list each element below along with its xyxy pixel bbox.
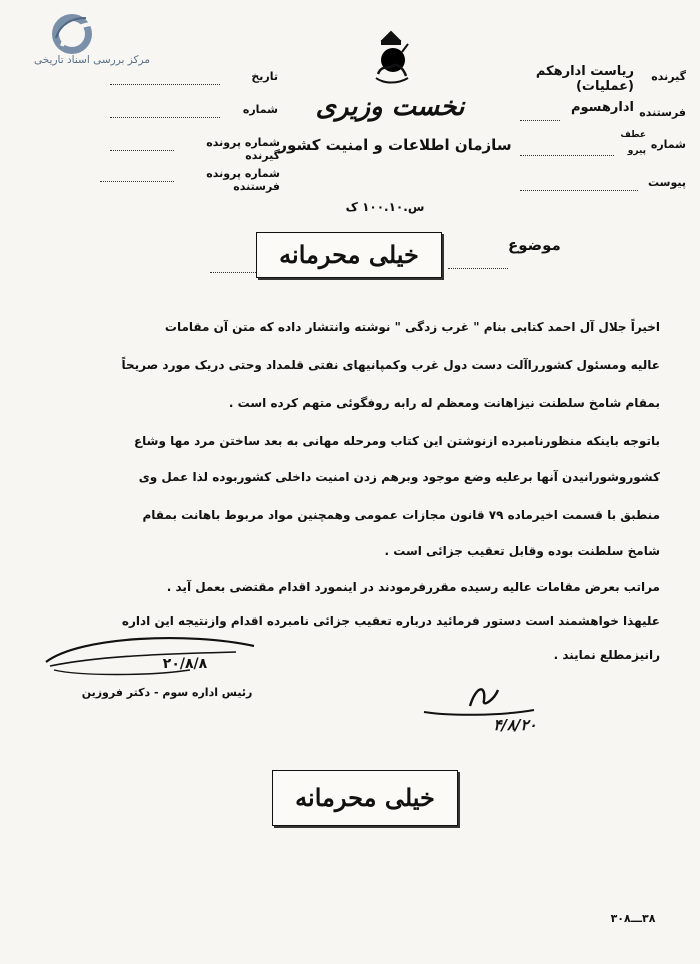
- reference-sub-label: عطف: [620, 130, 646, 140]
- receiver-file-label: شماره پرونده گیرنده: [206, 136, 280, 162]
- body-line-10: رانیزمطلع نمایند .: [553, 648, 660, 662]
- letter-number-label: شماره: [650, 138, 686, 151]
- receiver-value: ریاست ادارهکم (عملیات): [535, 64, 634, 94]
- subject-label: موضوع: [508, 236, 561, 254]
- receiver-file-line: [110, 150, 174, 151]
- number-field-label: شماره: [242, 103, 278, 116]
- body-line-3: بمقام شامخ سلطنت نیزاهانت ومعظم له رابه روفگوئی متهم کرده است .: [228, 396, 660, 410]
- subject-line: [448, 268, 508, 269]
- body-line-9: علیهذا خواهشمند است دستور فرمائید درباره تعقیب جزائی نامبرده اقدام وازنتیجه این اداره: [121, 614, 660, 628]
- body-line-5: کشوروشورانیدن آنها برعلیه وضع موجود وبرهم زدن امنیت داخلی کشوربوده لذا عمل وی: [138, 470, 660, 484]
- body-line-1: اخیراً جلال آل احمد کتابی بنام " غرب زدگی " نوشته وانتشار داده که متن آن مقامات: [164, 320, 660, 334]
- lion-and-sun-emblem-icon: [368, 30, 414, 86]
- receiver-label: گیرنده: [651, 70, 686, 83]
- followup-sub-label: پیرو: [627, 146, 646, 156]
- body-line-2: عالیه ومسئول کشورراآلت دست دول غرب وکمپانیهای نفتی قلمداد وحتی دریک مورد صریحاً: [121, 358, 660, 372]
- sender-file-line: [100, 181, 174, 182]
- number-field-line: [110, 117, 220, 118]
- body-line-6: منطبق با قسمت اخیرماده ۷۹ قانون مجازات عمومی وهمچنین مواد مربوط باهانت بمقام: [142, 508, 660, 522]
- letter-number-line: [520, 155, 614, 156]
- reference-number: س.۱۰۰.۱۰ ک: [345, 200, 425, 214]
- body-line-4: باتوجه باینکه منظورنامبرده ازنوشتن این کتاب ومرحله مهانی به بعد ساختن مرد مها وشاع: [133, 434, 660, 448]
- date-field-label: تاریخ: [251, 70, 278, 83]
- sender-label: فرستنده: [639, 106, 686, 119]
- footer-code: ۳۸ـــ۳۰۸: [610, 912, 656, 925]
- signature-initials: ۲۰/۸/۸: [162, 656, 208, 672]
- sender-file-label: شماره پرونده فرستنده: [206, 167, 280, 193]
- date-field-line: [110, 84, 220, 85]
- body-line-8: مراتب بعرض مقامات عالیه رسیده مقررفرمودند در اینمورد اقدام مقتضی بعمل آید .: [166, 580, 660, 594]
- subject-line-left: [210, 272, 256, 273]
- sender-value: ادارهسوم: [571, 100, 634, 115]
- attachment-label: پیوست: [648, 176, 686, 189]
- org-title: نخست وزیری: [315, 92, 465, 122]
- body-line-7: شامخ سلطنت بوده وقابل تعقیب جزائی است .: [384, 544, 660, 558]
- archive-logo-icon: [42, 10, 98, 60]
- classification-stamp: خیلی محرمانه: [256, 232, 442, 278]
- attachment-line: [520, 190, 638, 191]
- signature-title: رئیس اداره سوم - دکتر فروزین: [81, 686, 253, 699]
- approval-date: ۴/۸/۲۰: [493, 716, 537, 734]
- archive-caption: مرکز بررسی اسناد تاریخی: [34, 54, 150, 66]
- org-subtitle: سازمان اطلاعات و امنیت کشور: [278, 136, 512, 154]
- bottom-classification-stamp: خیلی محرمانه: [272, 770, 458, 826]
- sender-line: [520, 120, 560, 121]
